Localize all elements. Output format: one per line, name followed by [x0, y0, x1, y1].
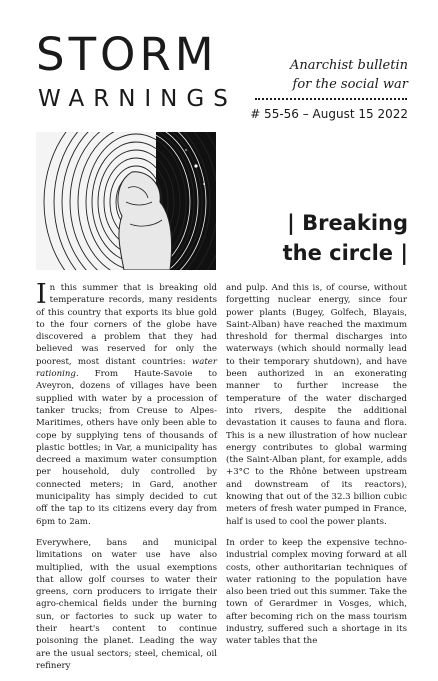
masthead-tagline: [238, 56, 408, 94]
paragraph-1-lead: n this summer that is breaking old temperature records, many residents of this country that exports its blue gold to the four corners of the globe have discovered a problem that they had believed was reserved for only the poorest, most distant countries:: [36, 283, 217, 367]
article-column-right: [226, 282, 407, 657]
article-column-left: [36, 279, 217, 681]
issue-number-date: # 55-56 – August 15 2022: [250, 107, 408, 121]
headline-line-1: | Breaking: [287, 211, 408, 235]
tagline-line-2: for the social war: [292, 77, 408, 92]
article-paragraph-2: Everywhere, bans and municipal limitations on water use have also multiplied, with the usual exemptions that allow golf courses to water their greens, corn producers to irrigate their agro-chemical fields under the burning sun, or factories to suck up water to their heart's content to continue poisoning the planet. Leading the way are the usual sectors; steel, chemical, oil refinery: [36, 537, 217, 671]
masthead-title-storm: STORM: [36, 28, 218, 81]
masthead-title-warnings: WARNINGS: [38, 86, 237, 112]
article-paragraph-3: and pulp. And this is, of course, without forgetting nuclear energy, since four power plants (Bugey, Golfech, Blayais, Saint-Alban) have reached the maximum threshold for thermal discharges into waterways (which should normally lead to their temporary shutdown), and have been authorized in an exonerating manner to further increase the temperature of the water discharged into rivers, despite the additional devastation it causes to fauna and flora. This is a new illustration of how nuclear energy contributes to global warming (the Saint-Alban plant, for example, adds +3°C to the Rhône between upstream and downstream of its reactors), knowing that out of the 32.3 billion cubic meters of fresh water pumped in France, half is used to cool the power plants.: [226, 283, 407, 527]
drop-cap: I: [36, 279, 47, 310]
article-paragraph-1: [36, 279, 217, 528]
article-paragraph-4: In order to keep the expensive techno-industrial complex moving forward at all costs, other authoritarian techniques of water rationing to the population have also been tried out this summer. Take the town of Gerardmer in Vosges, which, after becoming rich on the mass tourism industry, suffered such a shortage in its water tables that the: [226, 537, 407, 647]
cover-illustration: [36, 132, 216, 270]
headline-line-2: the circle |: [282, 241, 408, 265]
article-headline: [228, 208, 408, 268]
paragraph-1-tail: . From Haute-Savoie to Aveyron, dozens of villages have been supplied with water by a procession of tanker trucks; from Creuse to Alpes-Maritimes, others have only been able to cope by supplying tens of thousands of plastic bottles; in Var, a municipality has decreed a maximum water consumption per household, duly controlled by connected meters; in Gard, another municipality has simply decided to cut off the tap to its citizens every day from 6pm to 2am.: [36, 369, 217, 527]
swirling-figure-illustration-icon: [36, 132, 216, 270]
tagline-line-1: Anarchist bulletin: [289, 58, 408, 73]
dotted-divider: [255, 98, 407, 100]
paragraph-1-emphasis: water rationing: [36, 356, 217, 380]
